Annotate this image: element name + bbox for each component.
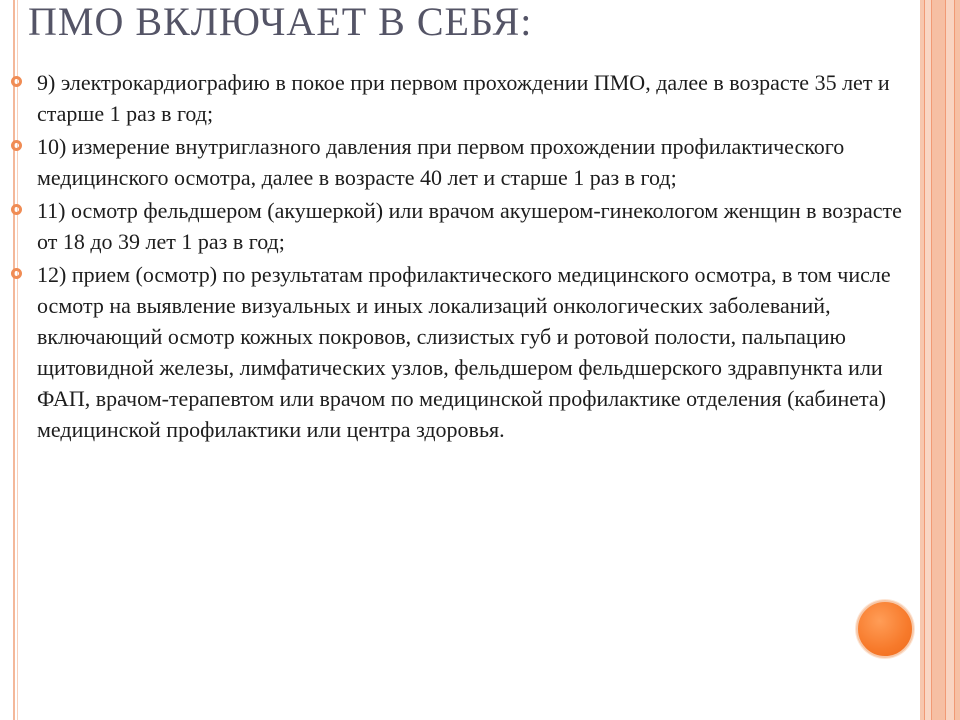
slide-title: ПМО ВКЛЮЧАЕТ В СЕБЯ:: [28, 0, 533, 44]
list-item: [10, 67, 915, 129]
list-item-text: 9) электрокардиографию в покое при первом прохождении ПМО, далее в возрасте 35 лет и старше 1 раз в год;: [37, 70, 890, 126]
bullet-list: [10, 67, 915, 447]
list-item-text: 10) измерение внутриглазного давления при первом прохождении профилактического медицинского осмотра, далее в возрасте 40 лет и старше 1 раз в год;: [37, 134, 845, 190]
list-item: [10, 131, 915, 193]
bullet-icon: [11, 76, 22, 87]
list-item-text: 12) прием (осмотр) по результатам профилактического медицинского осмотра, в том числе осмотр на выявление визуальных и иных локализаций онкологических заболеваний, включающий осмотр кожных покровов, слизистых губ и ротовой полости, пальпацию щитовидной железы, лимфатических узлов, фельдшером фельдшерского здравпункта или ФАП, врачом-терапевтом или врачом по медицинской профилактике отделения (кабинета) медицинской профилактики или центра здоровья.: [37, 262, 891, 442]
list-item: [10, 195, 915, 257]
decorative-stripes: [920, 0, 960, 720]
bullet-icon: [11, 268, 22, 279]
bullet-icon: [11, 204, 22, 215]
list-item-text: 11) осмотр фельдшером (акушеркой) или врачом акушером-гинекологом женщин в возрасте от 18 до 39 лет 1 раз в год;: [37, 198, 902, 254]
bullet-icon: [11, 140, 22, 151]
decorative-circle: [856, 600, 914, 658]
list-item: [10, 259, 915, 445]
